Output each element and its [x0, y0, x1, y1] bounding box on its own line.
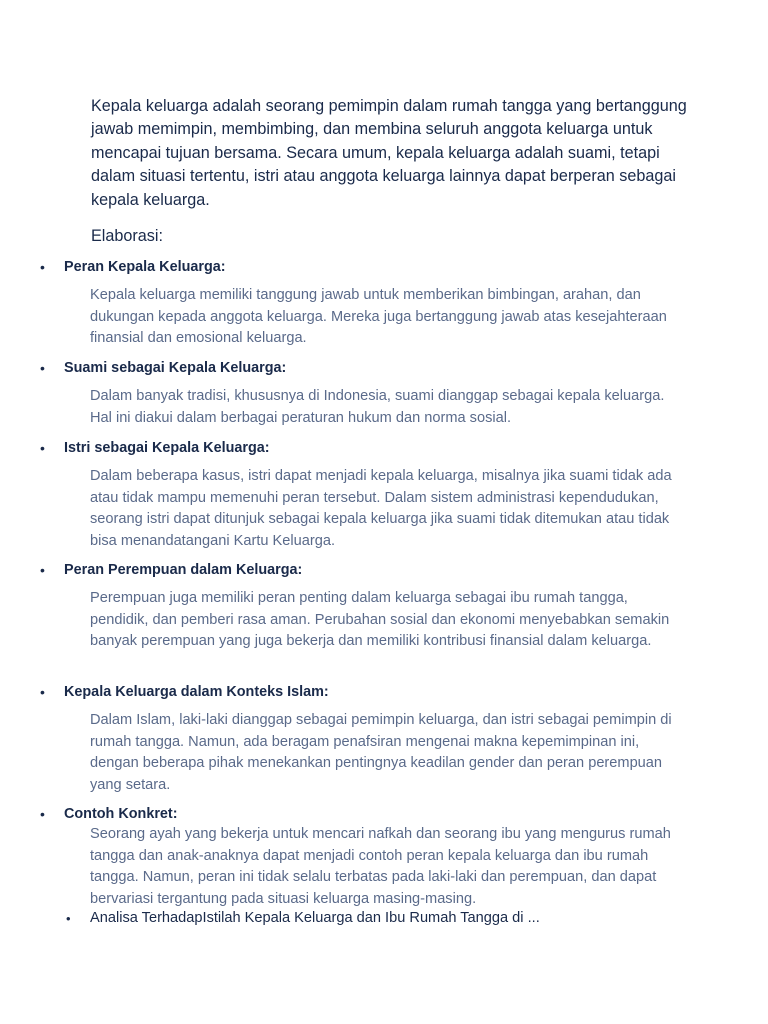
bullet-icon: • — [40, 684, 45, 700]
intro-paragraph: Kepala keluarga adalah seorang pemimpin dalam rumah tangga yang bertanggung jawab memimpin, membimbing, dan membina seluruh anggota keluarga untuk mencapai tujuan bersama. Secara umum, kepala keluarga adalah suami, tetapi dalam situasi tertentu, istri atau anggota keluarga lainnya dapat berperan sebagai kepala keluarga. — [91, 97, 687, 209]
item-heading: Istri sebagai Kepala Keluarga: — [64, 440, 270, 456]
item-heading: Suami sebagai Kepala Keluarga: — [64, 360, 287, 376]
item-description: Perempuan juga memiliki peran penting dalam keluarga sebagai ibu rumah tangga, pendidik, dan pemberi rasa aman. Perubahan sosial dan ekonomi menyebabkan semakin banyak perempuan yang juga bekerja dan memiliki kontribusi finansial dalam keluarga. — [90, 590, 670, 650]
item-heading: Peran Kepala Keluarga: — [64, 259, 226, 275]
bullet-icon: • — [40, 360, 45, 376]
elaborasi-label: Elaborasi: — [91, 227, 163, 245]
bullet-icon: • — [40, 440, 45, 456]
item-heading: Peran Perempuan dalam Keluarga: — [64, 562, 303, 578]
item-heading: Kepala Keluarga dalam Konteks Islam: — [64, 684, 329, 700]
bullet-icon: • — [40, 562, 45, 578]
item-description: Dalam banyak tradisi, khususnya di Indonesia, suami dianggap sebagai kepala keluarga. Hal ini diakui dalam berbagai peraturan hukum dan norma sosial. — [90, 388, 665, 426]
sub-bullet-icon: • — [66, 911, 71, 926]
item-heading: Contoh Konkret: — [64, 806, 178, 822]
item-description: Kepala keluarga memiliki tanggung jawab untuk memberikan bimbingan, arahan, dan dukungan kepada anggota keluarga. Mereka juga bertanggung jawab atas kesejahteraan finansial dan emosional keluarga. — [90, 287, 667, 347]
item-description: Seorang ayah yang bekerja untuk mencari nafkah dan seorang ibu yang mengurus rumah tangga dan anak-anaknya dapat menjadi contoh peran kepala keluarga dan ibu rumah tangga. Namun, peran ini tidak selalu terbatas pada laki-laki dan perempuan, dan dapat bervariasi tergantung pada situasi keluarga masing-masing. — [90, 826, 671, 908]
related-article-link[interactable]: Analisa TerhadapIstilah Kepala Keluarga dan Ibu Rumah Tangga di ... — [90, 910, 540, 926]
item-description: Dalam Islam, laki-laki dianggap sebagai pemimpin keluarga, dan istri sebagai pemimpin di rumah tangga. Namun, ada beragam penafsiran mengenai makna kepemimpinan ini, dengan beberapa pihak menekankan pentingnya keadilan gender dan peran perempuan yang setara. — [90, 712, 672, 794]
item-description: Dalam beberapa kasus, istri dapat menjadi kepala keluarga, misalnya jika suami tidak ada atau tidak mampu memenuhi peran tersebut. Dalam sistem administrasi kependudukan, seorang istri dapat ditunjuk sebagai kepala keluarga jika suami tidak ditemukan atau tidak bisa menandatangani Kartu Keluarga. — [90, 468, 672, 550]
bullet-icon: • — [40, 806, 45, 822]
bullet-icon: • — [40, 259, 45, 275]
